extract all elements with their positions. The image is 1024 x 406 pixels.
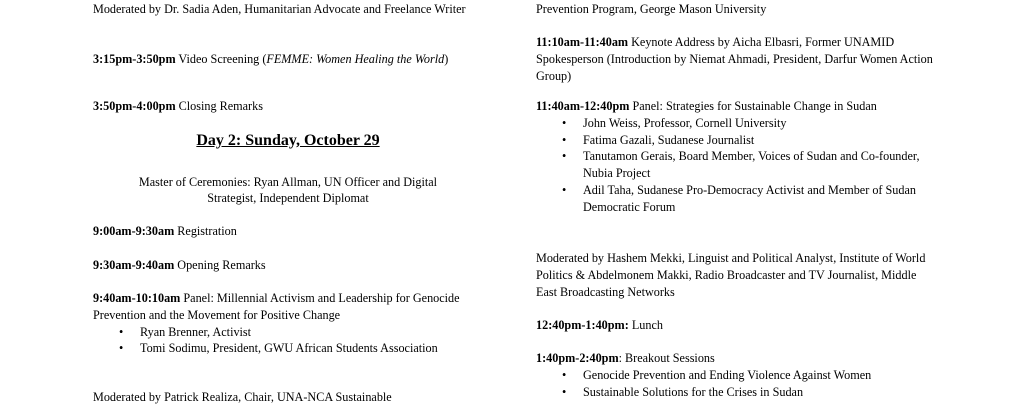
breakout-list bbox=[536, 367, 936, 401]
lunch-item: 12:40pm-1:40pm: Lunch bbox=[536, 318, 663, 332]
master-of-ceremonies-line-1: Master of Ceremonies: Ryan Allman, UN Officer and Digital bbox=[138, 175, 438, 189]
session-time: 12:40pm-1:40pm: bbox=[536, 318, 629, 332]
list-item: • Ryan Brenner, Activist bbox=[93, 324, 483, 341]
keynote-address-item: 11:10am-11:40am Keynote Address by Aicha Elbasri, Former UNAMID Spokesperson (Introduction by Niemat Ahmadi, President, Darfur Women Action Group) bbox=[536, 35, 933, 83]
list-item: • John Weiss, Professor, Cornell University bbox=[536, 115, 936, 132]
session-time: 9:00am-9:30am bbox=[93, 224, 175, 238]
day-2-heading: Day 2: Sunday, October 29 bbox=[196, 132, 380, 149]
registration-item: 9:00am-9:30am Registration bbox=[93, 224, 237, 238]
panelist-list bbox=[93, 324, 483, 358]
list-item: • Genocide Prevention and Ending Violence Against Women bbox=[536, 367, 936, 384]
master-of-ceremonies-line-2: Strategist, Independent Diplomat bbox=[207, 191, 369, 205]
film-title: FEMME: Women Healing the World bbox=[266, 52, 445, 66]
moderator-dr-sadia-aden: Moderated by Dr. Sadia Aden, Humanitarian Advocate and Freelance Writer bbox=[93, 2, 466, 16]
list-item: • Tanutamon Gerais, Board Member, Voices of Sudan and Co-founder, Nubia Project bbox=[536, 148, 936, 182]
moderator-hashem-mekki: Moderated by Hashem Mekki, Linguist and Political Analyst, Institute of World Politics & Abdelmonem Makki, Radio Broadcaster and TV Journalist, Middle East Broadcasting Networks bbox=[536, 251, 926, 299]
moderator-patrick-realiza: Moderated by Patrick Realiza, Chair, UNA-NCA Sustainable bbox=[93, 390, 392, 404]
opening-remarks-item: 9:30am-9:40am Opening Remarks bbox=[93, 258, 266, 272]
session-time: 11:10am-11:40am bbox=[536, 35, 629, 49]
list-item: • Adil Taha, Sudanese Pro-Democracy Activist and Member of Sudan Democratic Forum bbox=[536, 182, 936, 216]
panel-title: 9:40am-10:10am Panel: Millennial Activism and Leadership for Genocide Prevention and the Movement for Positive Change bbox=[93, 291, 460, 322]
session-time: 3:50pm-4:00pm bbox=[93, 99, 176, 113]
session-time: 1:40pm-2:40pm bbox=[536, 351, 619, 365]
list-item: • Tomi Sodimu, President, GWU African Students Association bbox=[93, 340, 483, 357]
closing-remarks-item: 3:50pm-4:00pm Closing Remarks bbox=[93, 99, 263, 113]
sustainable-change-panel bbox=[536, 98, 936, 216]
millennial-activism-panel bbox=[93, 290, 483, 357]
session-time: 3:15pm-3:50pm bbox=[93, 52, 176, 66]
panel-title: 11:40am-12:40pm Panel: Strategies for Sustainable Change in Sudan bbox=[536, 99, 877, 113]
list-item: • Fatima Gazali, Sudanese Journalist bbox=[536, 132, 936, 149]
panelist-list bbox=[536, 115, 936, 216]
prevention-program-line: Prevention Program, George Mason University bbox=[536, 2, 767, 16]
video-screening-item: 3:15pm-3:50pm Video Screening (FEMME: Women Healing the World) bbox=[93, 52, 449, 66]
session-time: 9:30am-9:40am bbox=[93, 258, 175, 272]
breakout-title: 1:40pm-2:40pm: Breakout Sessions bbox=[536, 351, 715, 365]
breakout-sessions bbox=[536, 350, 936, 400]
session-time: 11:40am-12:40pm bbox=[536, 99, 630, 113]
list-item: • Sustainable Solutions for the Crises in Sudan bbox=[536, 384, 936, 401]
session-time: 9:40am-10:10am bbox=[93, 291, 181, 305]
